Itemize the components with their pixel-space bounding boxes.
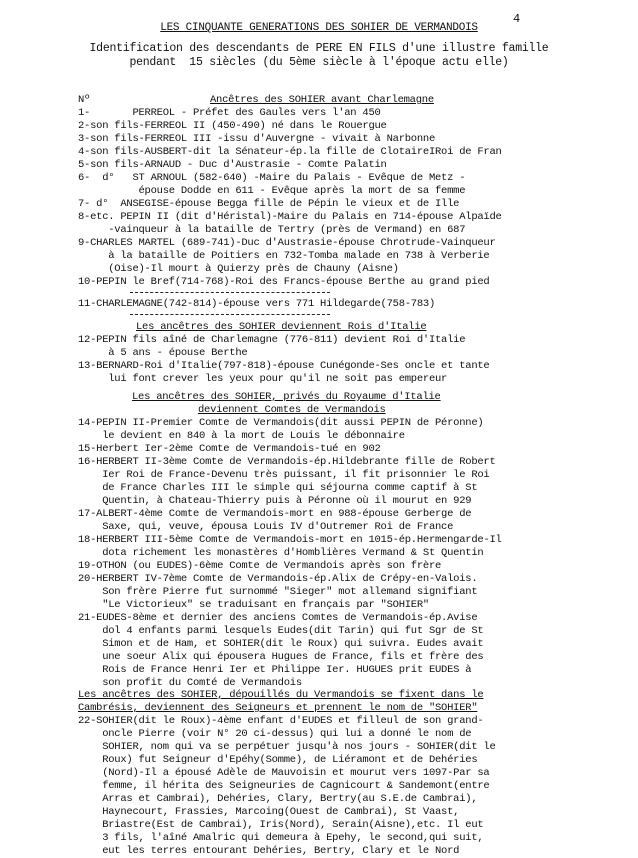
entry-line: dol 4 enfants parmi lesquels Eudes(dit Tarin) qui fut Sgr de St <box>78 625 484 637</box>
entry-line: Arras et Cambrai), Dehéries, Clary, Bertry(au S.E.de Cambrai), <box>78 793 478 805</box>
section-heading-deprived-of-italy: Les ancêtres des SOHIER, privés du Royaume d'Italie <box>132 391 441 403</box>
entry-line: Briastre(Est de Cambrai), Iris(Nord), Serain(Aisne),etc. Il eut <box>78 819 484 831</box>
entry-line: 18-HERBERT III-5ème Comte de Vermandois-mort en 1015-ép.Hermengarde-Il <box>78 534 502 546</box>
entry-line: Son frère Pierre fut surnommé "Sieger" mot allemand signifiant <box>78 586 478 598</box>
entry-line: à la bataille de Poitiers en 732-Tomba malade en 738 à Verberie <box>78 250 490 262</box>
entry-line: -vainqueur à la bataille de Tertry (près de Vermand) en 687 <box>78 224 466 236</box>
page-number: 4 <box>513 12 520 26</box>
entry-line: 3-son fils-FERREOL III -issu d'Auvergne - vivait à Narbonne <box>78 133 436 145</box>
entry-line: 3 fils, l'aîné Amalric qui demeura à Epehy, le second,qui suit, <box>78 832 484 844</box>
entry-line: 21-EUDES-8ème et dernier des anciens Comtes de Vermandois-ép.Avise <box>78 612 478 624</box>
entry-line: son profit du Comté de Vermandois <box>78 677 302 689</box>
entry-line: (Oise)-Il mourt à Quierzy près de Chauny (Aisne) <box>78 263 399 275</box>
entry-line: le devient en 840 à la mort de Louis le débonnaire <box>78 430 405 442</box>
entry-line: une soeur Alix qui épousera Hugues de France, fils et frère des <box>78 651 484 663</box>
entry-line: 10-PEPIN le Bref(714-768)-Roi des Francs-épouse Berthe au grand pied <box>78 276 490 288</box>
subtitle-line-1: Identification des descendants de PERE EN FILS d'une illustre famille <box>89 42 549 55</box>
entry-line: Ier Roi de France-Devenu très puissant, il fit prisonnier le Roi <box>78 469 490 481</box>
entry-line: eut les terres entourant Dehéries, Bertry, Clary et le Nord <box>78 845 460 857</box>
entry-line: SOHIER, nom qui va se perpétuer jusqu'à nos jours - SOHIER(dit le <box>78 741 496 753</box>
subtitle-line-2: pendant 15 siècles (du 5ème siècle à l'époque actu elle) <box>129 56 509 69</box>
entry-line: 19-OTHON (ou EUDES)-6ème Comte de Vermandois après son frère <box>78 560 442 572</box>
number-column-header: Nº <box>78 94 91 106</box>
entry-line: Simon et de Ham, et SOHIER(dit le Roux) qui suivra. Eudes avait <box>78 638 484 650</box>
entry-line: 5-son fils-ARNAUD - Duc d'Austrasie - Comte Palatin <box>78 159 387 171</box>
section-heading-kings-of-italy: Les ancêtres des SOHIER deviennent Rois d'Italie <box>136 321 427 333</box>
entry-line: 7- d° ANSEGISE-épouse Begga fille de Pépin le vieux et de Ille <box>78 198 460 210</box>
entry-line: femme, il hérita des Seigneuries de Cagnicourt & Sandemont(entre <box>78 780 490 792</box>
entry-line: dota richement les monastères d'Homblières Vermand & St Quentin <box>78 547 484 559</box>
section-heading-before-charlemagne: Ancêtres des SOHIER avant Charlemagne <box>210 94 434 106</box>
entry-line: Rois de France Henri Ier et Philippe Ier. HUGUES prit EUDES à <box>78 664 472 676</box>
entry-line: 11-CHARLEMAGNE(742-814)-épouse vers 771 Hildegarde(758-783) <box>78 298 436 310</box>
section-heading-counts-of-vermandois: deviennent Comtes de Vermandois <box>198 404 386 416</box>
entry-line: 12-PEPIN fils aîné de Charlemagne (776-811) devient Roi d'Italie <box>78 334 466 346</box>
section-heading-cambresis: Les ancêtres des SOHIER, dépouillés du Vermandois se fixent dans le <box>78 689 484 701</box>
entry-line: 15-Herbert Ier-2ème Comte de Vermandois-tué en 902 <box>78 443 381 455</box>
separator-line <box>130 314 330 315</box>
entry-line: lui font crever les yeux pour qu'il ne soit pas empereur <box>78 373 448 385</box>
entry-line: Haynecourt, Frassies, Marcoing(Ouest de Cambrai), St Vaast, <box>78 806 460 818</box>
page-title: LES CINQUANTE GENERATIONS DES SOHIER DE VERMANDOIS <box>160 22 478 34</box>
section-heading-cambresis-cont: Cambrésis, deviennent des Seigneurs et prennent le nom de "SOHIER" <box>78 702 478 714</box>
entry-line: (Nord)-Il a épousé Adèle de Mauvoisin et mourut vers 1097-Par sa <box>78 767 490 779</box>
entry-line: Saxe, qui, veuve, épousa Louis IV d'Outremer Roi de France <box>78 521 454 533</box>
entry-line: épouse Dodde en 611 - Evêque après la mort de sa femme <box>78 185 466 197</box>
entry-line: oncle Pierre (voir N° 20 ci-dessus) qui lui a donné le nom de <box>78 728 472 740</box>
entry-line: 13-BERNARD-Roi d'Italie(797-818)-épouse Cunégonde-Ses oncle et tante <box>78 360 490 372</box>
entry-line: 4-son fils-AUSBERT-dit la Sénateur-ép.la fille de ClotaireIRoi de Fran <box>78 146 502 158</box>
entry-line: 9-CHARLES MARTEL (689-741)-Duc d'Austrasie-épouse Chrotrude-Vainqueur <box>78 237 496 249</box>
entry-line: "Le Victorieux" se traduisant en français par "SOHIER" <box>78 599 429 611</box>
entry-line: 8-etc. PEPIN II (dit d'Héristal)-Maire du Palais en 714-épouse Alpaïde <box>78 211 502 223</box>
entry-line: 17-ALBERT-4ème Comte de Vermandois-mort en 988-épouse Gerberge de <box>78 508 472 520</box>
entry-line: 20-HERBERT IV-7ème Comte de Vermandois-ép.Alix de Crépy-en-Valois. <box>78 573 478 585</box>
entry-line: 2-son fils-FERREOL II (450-490) né dans le Rouergue <box>78 120 387 132</box>
entry-line: 1- PERREOL - Préfet des Gaules vers l'an 450 <box>78 107 381 119</box>
entry-line: Roux) fut Seigneur d'Epéhy(Somme), de Liéramont et de Dehéries <box>78 754 478 766</box>
entry-line: à 5 ans - épouse Berthe <box>78 347 248 359</box>
entry-line: 22-SOHIER(dit le Roux)-4ème enfant d'EUDES et filleul de son grand- <box>78 715 484 727</box>
entry-line: 14-PEPIN II-Premier Comte de Vermandois(dit aussi PEPIN de Péronne) <box>78 417 484 429</box>
entry-line: de France Charles III le simple qui séjourna comme captif à St <box>78 482 478 494</box>
entry-line: 16-HERBERT II-3ème Comte de Vermandois-ép.Hildebrante fille de Robert <box>78 456 496 468</box>
entry-line: Quentin, à Chateau-Thierry puis à Péronne où il mourut en 929 <box>78 495 472 507</box>
entry-line: 6- d° ST ARNOUL (582-640) -Maire du Palais - Evêque de Metz - <box>78 172 466 184</box>
separator-line <box>130 292 330 293</box>
